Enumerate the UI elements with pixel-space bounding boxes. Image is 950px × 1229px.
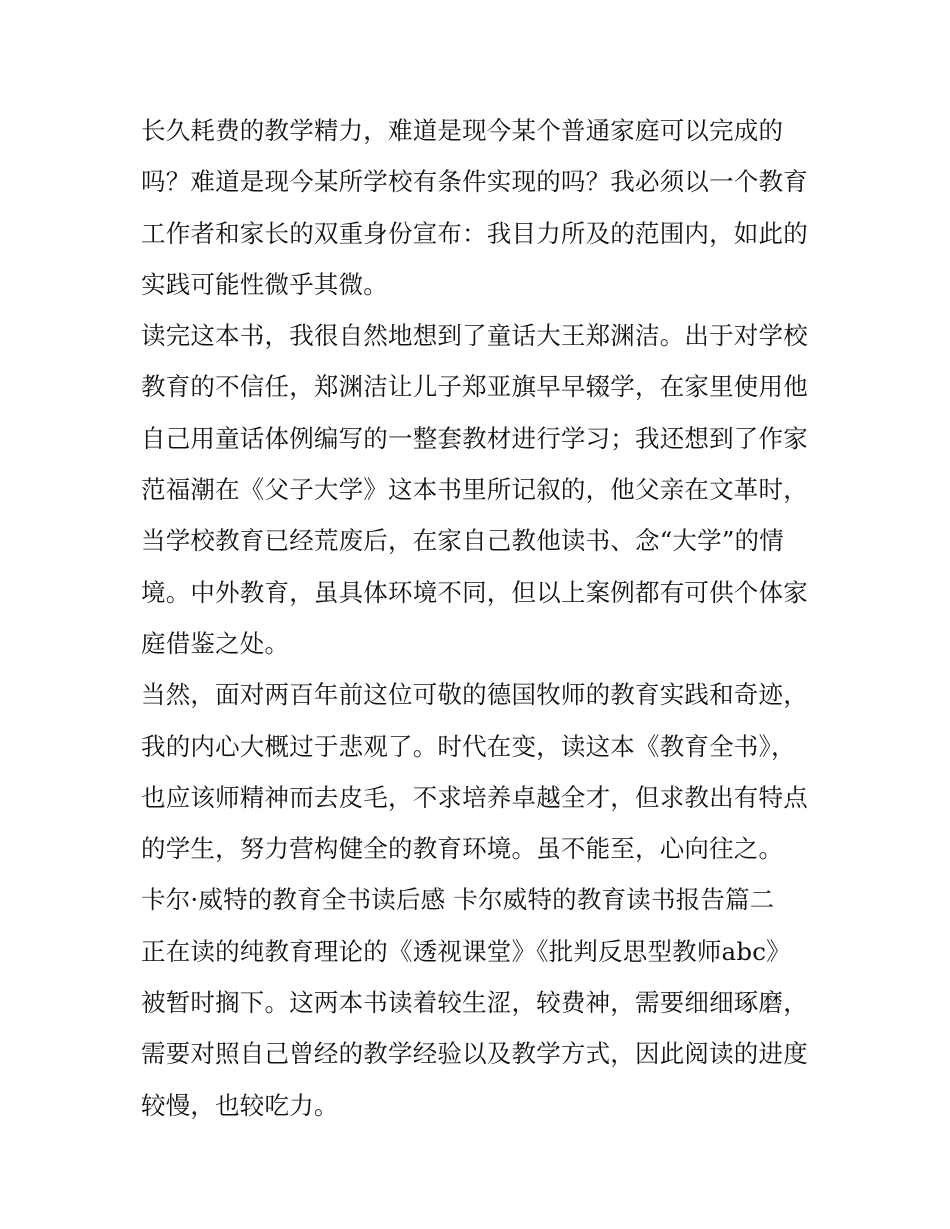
text-line: 被暂时搁下。这两本书读着较生涩，较费神，需要细细琢磨， bbox=[141, 988, 808, 1018]
text-line: 吗？难道是现今某所学校有条件实现的吗？我必须以一个教育 bbox=[141, 167, 808, 197]
text-line: 的学生，努力营构健全的教育环境。虽不能至，心向往之。 bbox=[141, 834, 784, 864]
text-line: 读完这本书，我很自然地想到了童话大王郑渊洁。出于对学校 bbox=[141, 321, 808, 351]
text-line: 范福潮在《父子大学》这本书里所记叙的，他父亲在文革时， bbox=[141, 475, 808, 505]
text-line: 庭借鉴之处。 bbox=[141, 628, 290, 658]
text-line: 自己用童话体例编写的一整套教材进行学习；我还想到了作家 bbox=[141, 423, 808, 453]
text-line: 需要对照自己曾经的教学经验以及教学方式，因此阅读的进度 bbox=[141, 1039, 808, 1069]
text-line: 较慢，也较吃力。 bbox=[141, 1090, 339, 1120]
text-line: 工作者和家长的双重身份宣布：我目力所及的范围内，如此的 bbox=[141, 218, 808, 248]
text-line: 也应该师精神而去皮毛，不求培养卓越全才，但求教出有特点 bbox=[141, 782, 808, 812]
text-line: 我的内心大概过于悲观了。时代在变，读这本《教育全书》， bbox=[141, 731, 796, 761]
text-line: 境。中外教育，虽具体环境不同，但以上案例都有可供个体家 bbox=[141, 577, 808, 607]
text-line: 实践可能性微乎其微。 bbox=[141, 269, 388, 299]
body-text bbox=[141, 105, 821, 1131]
section-heading: 卡尔·威特的教育全书读后感 卡尔威特的教育读书报告篇二 bbox=[141, 885, 775, 915]
text-line: 当学校教育已经荒废后，在家自己教他读书、念“大学”的情 bbox=[141, 526, 784, 556]
text-line: 教育的不信任，郑渊洁让儿子郑亚旗早早辍学，在家里使用他 bbox=[141, 372, 808, 402]
text-line: 正在读的纯教育理论的《透视课堂》《批判反思型教师abc》 bbox=[141, 936, 791, 966]
text-line: 长久耗费的教学精力，难道是现今某个普通家庭可以完成的 bbox=[141, 116, 784, 145]
text-line: 当然，面对两百年前这位可敬的德国牧师的教育实践和奇迹， bbox=[141, 680, 808, 710]
